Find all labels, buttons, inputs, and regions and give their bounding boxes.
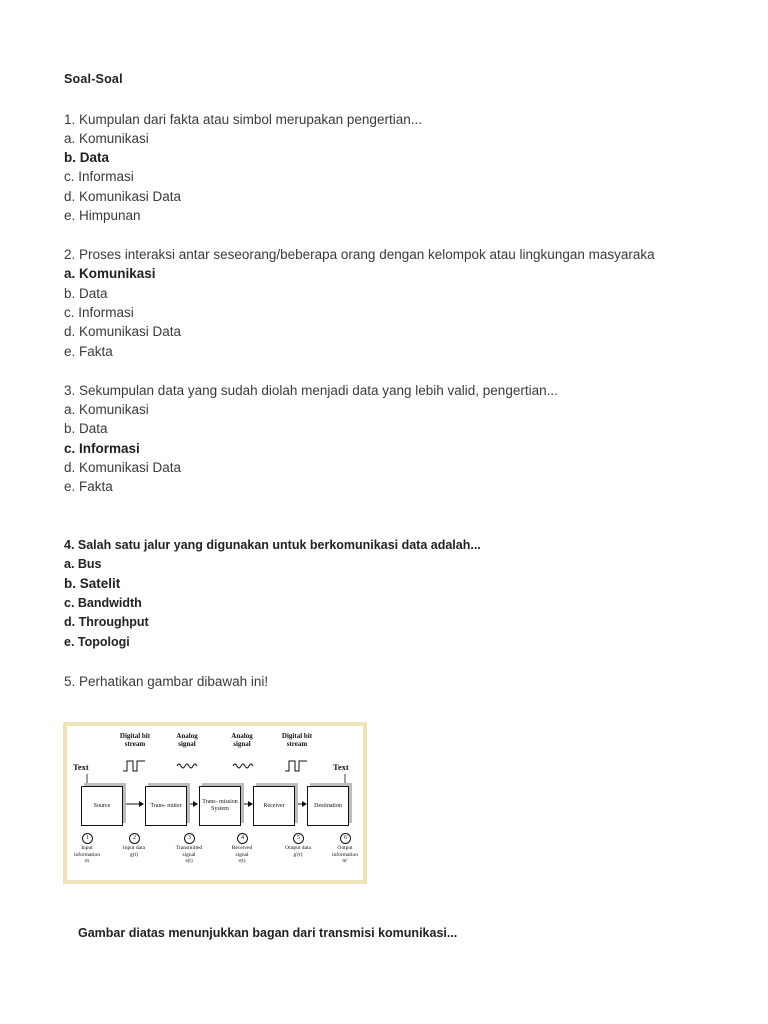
box-transmitter: Trans- mitter: [145, 786, 187, 826]
q2-option-d: d. Komunikasi Data: [64, 324, 182, 339]
q1-option-b-answer: b. Data: [64, 150, 110, 165]
step-number-4: 4: [237, 833, 248, 844]
q1-option-d: d. Komunikasi Data: [64, 189, 182, 204]
step-number-1: 1: [82, 833, 93, 844]
question-5: 5. Perhatikan gambar dibawah ini!: [64, 674, 269, 689]
q4-option-b-answer: b. Satelit: [64, 576, 121, 591]
q1-option-e: e. Himpunan: [64, 208, 141, 223]
communication-system-diagram: [63, 722, 367, 884]
q2-option-b: b. Data: [64, 286, 108, 301]
label-input-information: Input information m: [74, 845, 100, 864]
q3-option-c-answer: c. Informasi: [64, 441, 140, 456]
q4-option-c: c. Bandwidth: [64, 596, 142, 610]
question-4: 4. Salah satu jalur yang digunakan untuk berkomunikasi data adalah...: [64, 538, 481, 552]
q4-option-e: e. Topologi: [64, 635, 130, 649]
q2-option-a-answer: a. Komunikasi: [64, 266, 156, 281]
q1-option-c: c. Informasi: [64, 169, 134, 184]
box-source: Source: [81, 786, 123, 826]
top-label-analog-2: Analog signal: [231, 732, 253, 748]
label-received-signal: Received signal r(t): [231, 845, 253, 864]
label-output-data: Output data g'(t): [285, 845, 311, 858]
q3-option-b: b. Data: [64, 421, 108, 436]
text-right-label: Text: [333, 762, 349, 772]
box-receiver: Receiver: [253, 786, 295, 826]
q2-option-c: c. Informasi: [64, 305, 134, 320]
box-destination: Destination: [307, 786, 349, 826]
q2-option-e: e. Fakta: [64, 344, 113, 359]
label-input-data: Input data g(t): [122, 845, 146, 858]
text-left-label: Text: [73, 762, 89, 772]
q3-option-e: e. Fakta: [64, 479, 113, 494]
question-1: 1. Kumpulan dari fakta atau simbol merupakan pengertian...: [64, 112, 422, 127]
closing-question: Gambar diatas menunjukkan bagan dari transmisi komunikasi...: [78, 926, 458, 940]
top-label-digital-2: Digital bit stream: [281, 732, 313, 748]
q4-option-d: d. Throughput: [64, 615, 149, 629]
step-number-6: 6: [340, 833, 351, 844]
question-3: 3. Sekumpulan data yang sudah diolah menjadi data yang lebih valid, pengertian...: [64, 383, 558, 398]
label-transmitted-signal: Transmitted signal s(t): [175, 845, 203, 864]
box-transmission-system: Trans- mission System: [199, 786, 241, 826]
q1-option-a: a. Komunikasi: [64, 131, 149, 146]
top-label-digital-1: Digital bit stream: [119, 732, 151, 748]
step-number-5: 5: [293, 833, 304, 844]
step-number-2: 2: [129, 833, 140, 844]
top-label-analog-1: Analog signal: [176, 732, 198, 748]
question-2: 2. Proses interaksi antar seseorang/beberapa orang dengan kelompok atau lingkungan masyaraka: [64, 247, 655, 262]
q3-option-d: d. Komunikasi Data: [64, 460, 182, 475]
label-output-information: Output information m': [332, 845, 358, 864]
q3-option-a: a. Komunikasi: [64, 402, 149, 417]
page-heading: Soal-Soal: [64, 72, 123, 86]
step-number-3: 3: [184, 833, 195, 844]
q4-option-a: a. Bus: [64, 557, 102, 571]
diagram-canvas: [67, 726, 363, 880]
